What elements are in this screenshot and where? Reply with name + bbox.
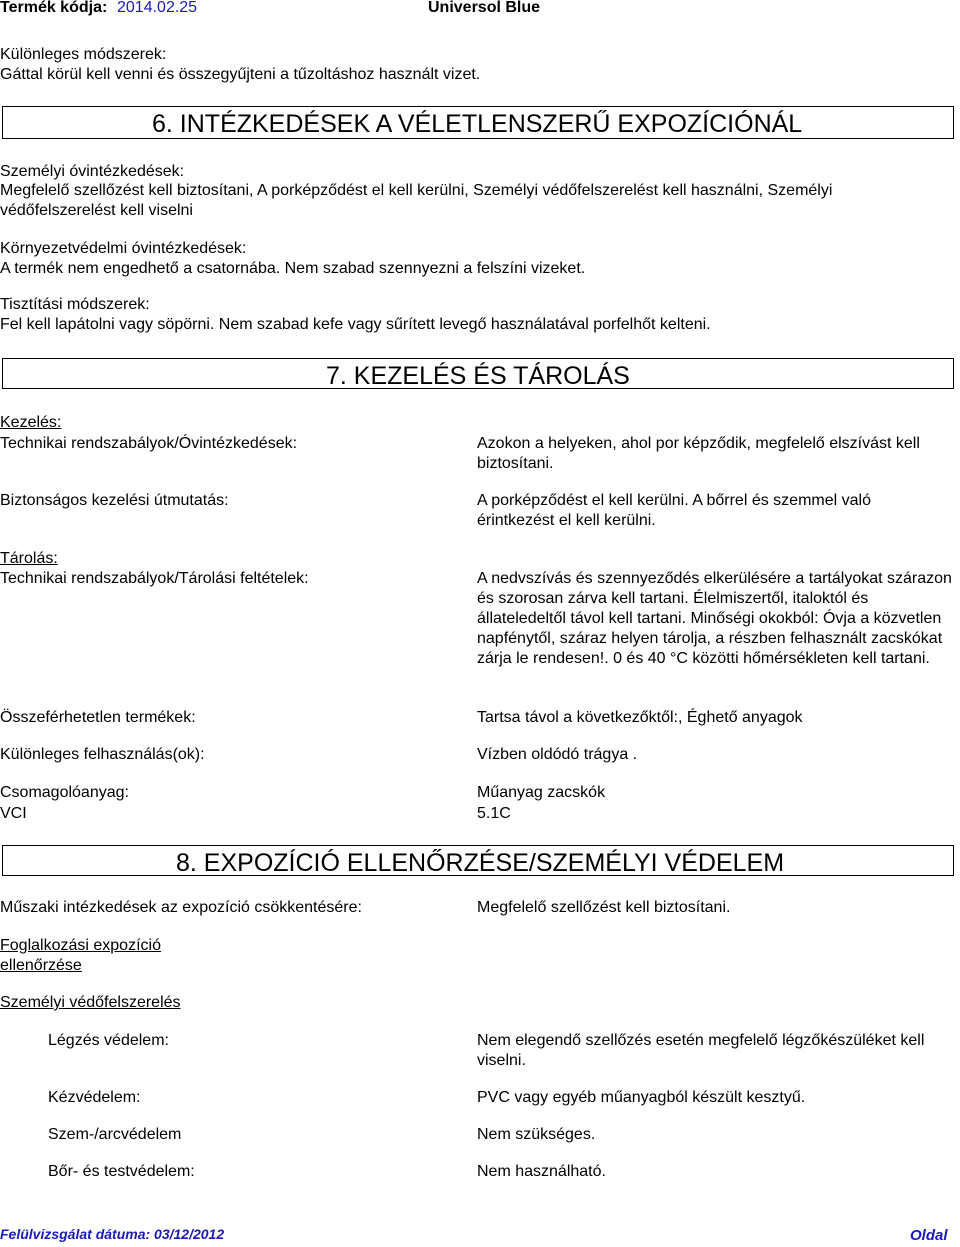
packaging-value: Műanyag zacskók bbox=[477, 784, 606, 801]
special-use-label: Különleges felhasználás(ok): bbox=[0, 746, 205, 763]
packaging-label: Csomagolóanyag: bbox=[0, 784, 129, 801]
personal-precautions-line1: Megfelelő szellőzést kell biztosítani, A porképződést el kell kerülni, Személyi védőfelszerelést kell használni, Személyi bbox=[0, 182, 833, 199]
special-methods-title: Különleges módszerek: bbox=[0, 46, 167, 63]
storage-conditions-label: Technikai rendszabályok/Tárolási feltételek: bbox=[0, 570, 309, 587]
section6-title: 6. INTÉZKEDÉSEK A VÉLETLENSZERŰ EXPOZÍCIÓNÁL bbox=[152, 110, 803, 138]
tech-measures-value: Azokon a helyeken, ahol por képződik, megfelelő elszívást kell biztosítani. bbox=[477, 435, 920, 472]
eye-protection-value: Nem szükséges. bbox=[477, 1126, 596, 1143]
cleaning-methods-text: Fel kell lapátolni vagy söpörni. Nem szabad kefe vagy sűrített levegő használatával porfelhőt kelteni. bbox=[0, 316, 711, 333]
hand-protection-label: Kézvédelem: bbox=[48, 1089, 141, 1106]
vci-value: 5.1C bbox=[477, 805, 511, 822]
product-name: Universol Blue bbox=[428, 0, 541, 16]
safe-handling-value: A porképződést el kell kerülni. A bőrrel és szemmel való érintkezést el kell kerülni. bbox=[477, 492, 871, 529]
section6-title-box bbox=[2, 106, 954, 139]
incompatible-products-label: Összeférhetetlen termékek: bbox=[0, 709, 196, 726]
section7-title: 7. KEZELÉS ÉS TÁROLÁS bbox=[326, 362, 630, 390]
special-methods-text: Gáttal körül kell venni és összegyűjteni a tűzoltáshoz használt vizet. bbox=[0, 66, 481, 83]
safe-handling-label: Biztonságos kezelési útmutatás: bbox=[0, 492, 229, 509]
page-label: Oldal bbox=[910, 1227, 948, 1244]
revision-date: Felülvizsgálat dátuma: 03/12/2012 bbox=[0, 1226, 225, 1242]
respiratory-protection-value: Nem elegendő szellőzés esetén megfelelő légzőkészüléket kell viselni. bbox=[477, 1032, 925, 1069]
eye-protection-label: Szem-/arcvédelem bbox=[48, 1126, 182, 1143]
incompatible-products-value: Tartsa távol a következőktől:, Éghető anyagok bbox=[477, 709, 803, 726]
engineering-measures-label: Műszaki intézkedések az expozíció csökkentésére: bbox=[0, 899, 362, 916]
skin-protection-value: Nem használható. bbox=[477, 1163, 606, 1180]
ppe-heading: Személyi védőfelszerelés bbox=[0, 994, 181, 1011]
engineering-measures-value: Megfelelő szellőzést kell biztosítani. bbox=[477, 899, 731, 916]
storage-conditions-value: A nedvszívás és szennyeződés elkerülésére a tartályokat szárazon és szorosan zárva kell tartani. Élelmiszertől, italoktól és állateledeltől távol kell tartani. Minőségi okokból: Óvja a közvetlen napfénytől, száraz helyen tárolja, a részben felhasznált zacskókat zárja le rendesen!. 0 és 40 °C közötti hőmérsékleten kell tartani. bbox=[477, 570, 952, 667]
handling-heading: Kezelés: bbox=[0, 414, 62, 431]
special-use-value: Vízben oldódó trágya . bbox=[477, 746, 638, 763]
product-code-label: Termék kódja: bbox=[0, 0, 108, 16]
personal-precautions-line2: védőfelszerelést kell viselni bbox=[0, 202, 193, 219]
respiratory-protection-label: Légzés védelem: bbox=[48, 1032, 169, 1049]
tech-measures-label: Technikai rendszabályok/Óvintézkedések: bbox=[0, 435, 298, 452]
env-precautions-title: Környezetvédelmi óvintézkedések: bbox=[0, 240, 247, 257]
vci-label: VCI bbox=[0, 805, 27, 822]
occupational-exposure-line1: Foglalkozási expozíció bbox=[0, 937, 161, 954]
skin-protection-label: Bőr- és testvédelem: bbox=[48, 1163, 195, 1180]
hand-protection-value: PVC vagy egyéb műanyagból készült kesztyű. bbox=[477, 1089, 806, 1106]
occupational-exposure-line2: ellenőrzése bbox=[0, 957, 82, 974]
section7-title-box bbox=[2, 358, 954, 389]
env-precautions-text: A termék nem engedhető a csatornába. Nem szabad szennyezni a felszíni vizeket. bbox=[0, 260, 586, 277]
personal-precautions-title: Személyi óvintézkedések: bbox=[0, 163, 185, 180]
storage-heading: Tárolás: bbox=[0, 550, 58, 567]
section8-title: 8. EXPOZÍCIÓ ELLENŐRZÉSE/SZEMÉLYI VÉDELEM bbox=[176, 849, 785, 877]
product-code-value: 2014.02.25 bbox=[117, 0, 198, 16]
section8-title-box bbox=[2, 845, 954, 876]
cleaning-methods-title: Tisztítási módszerek: bbox=[0, 296, 150, 313]
